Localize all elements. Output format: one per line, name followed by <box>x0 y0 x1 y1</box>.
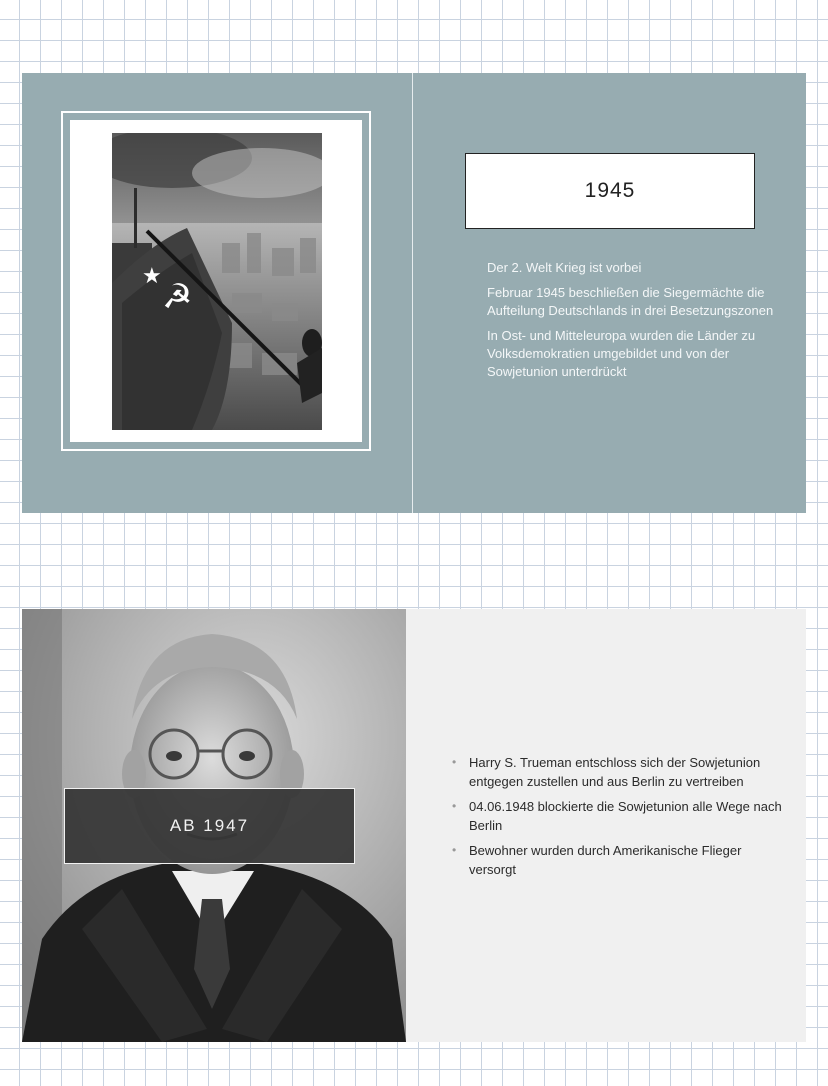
bullet-item-1: • Harry S. Trueman entschloss sich der Sowjetunion entgegen zustellen und aus Berlin zu vertreiben <box>452 753 782 791</box>
slide-divider <box>412 73 413 513</box>
svg-text:★: ★ <box>142 264 162 289</box>
paragraph-2: Februar 1945 beschließen die Siegermächte die Aufteilung Deutschlands in drei Besetzungszonen <box>487 285 774 318</box>
slide-ab-1947 <box>22 609 806 1042</box>
reichstag-flag-image <box>112 133 322 430</box>
svg-text:☭: ☭ <box>162 277 193 317</box>
paragraph-1: Der 2. Welt Krieg ist vorbei <box>487 260 642 275</box>
slide-1945 <box>22 73 806 513</box>
paragraph-3: In Ost- und Mitteleuropa wurden die Länder zu Volksdemokratien umgebildet und von der Sowjetunion unterdrückt <box>487 328 756 379</box>
bullet-item-3: • Bewohner wurden durch Amerikanische Flieger versorgt <box>452 841 782 879</box>
reichstag-flag-photo <box>112 133 322 430</box>
label-ab-1947: AB 1947 <box>64 788 355 864</box>
bullet-item-2: • 04.06.1948 blockierte die Sowjetunion alle Wege nach Berlin <box>452 797 782 835</box>
slide1-text <box>487 259 777 388</box>
slide2-bullet-list <box>452 753 782 885</box>
title-1945: 1945 <box>465 153 755 229</box>
